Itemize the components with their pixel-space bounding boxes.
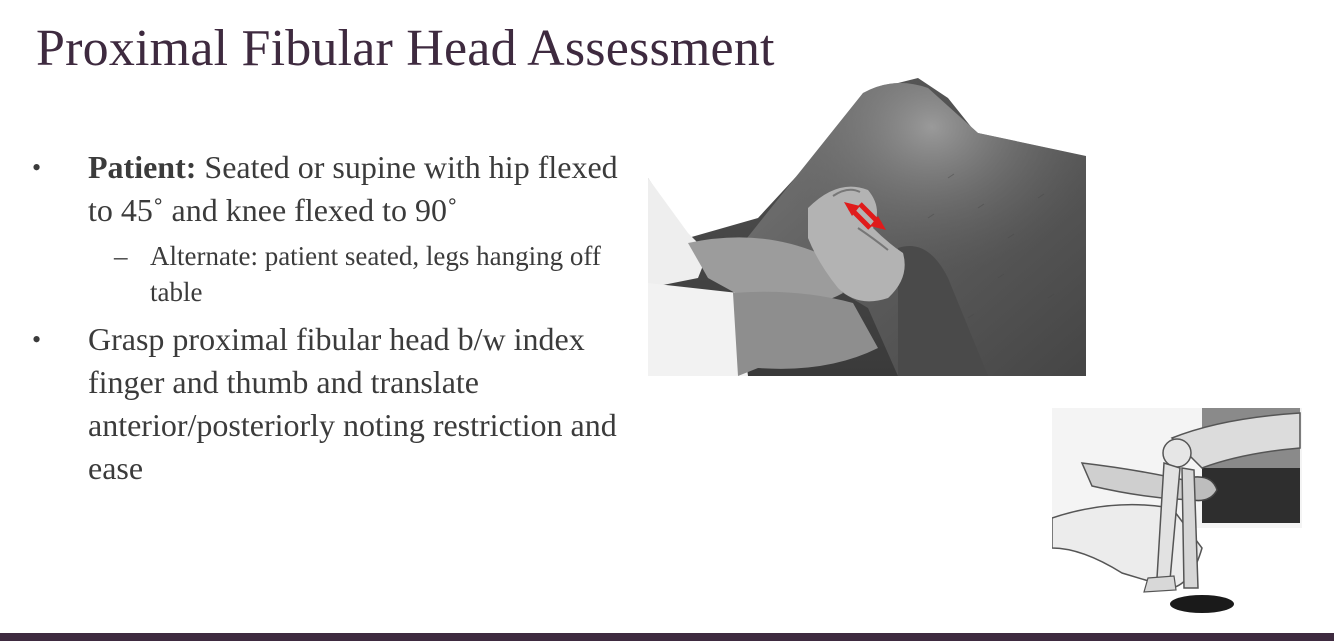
sub-bullet-glyph: – (114, 241, 128, 271)
bullet-glyph: • (32, 153, 42, 182)
sub-bullet-text: Alternate: patient seated, legs hanging off table (150, 241, 601, 307)
bullet-bold-label: Patient: (88, 149, 197, 185)
footer-bar (0, 633, 1334, 641)
alternate-seated-position-photo (1052, 408, 1302, 618)
bullet-text: Seated or supine with hip flexed to 45˚ and knee flexed to 90˚ (88, 149, 618, 228)
bullet-patient-position (30, 146, 630, 232)
bullet-text: Grasp proximal fibular head b/w index finger and thumb and translate anterior/posteriorly noting restriction and ease (88, 321, 617, 486)
sub-bullet-alternate (30, 238, 630, 310)
bullet-glyph: • (32, 325, 42, 354)
fibular-head-grasp-photo (648, 78, 1088, 378)
bullet-list (30, 146, 630, 490)
bullet-grasp-technique (30, 318, 630, 490)
slide-title: Proximal Fibular Head Assessment (36, 20, 775, 77)
